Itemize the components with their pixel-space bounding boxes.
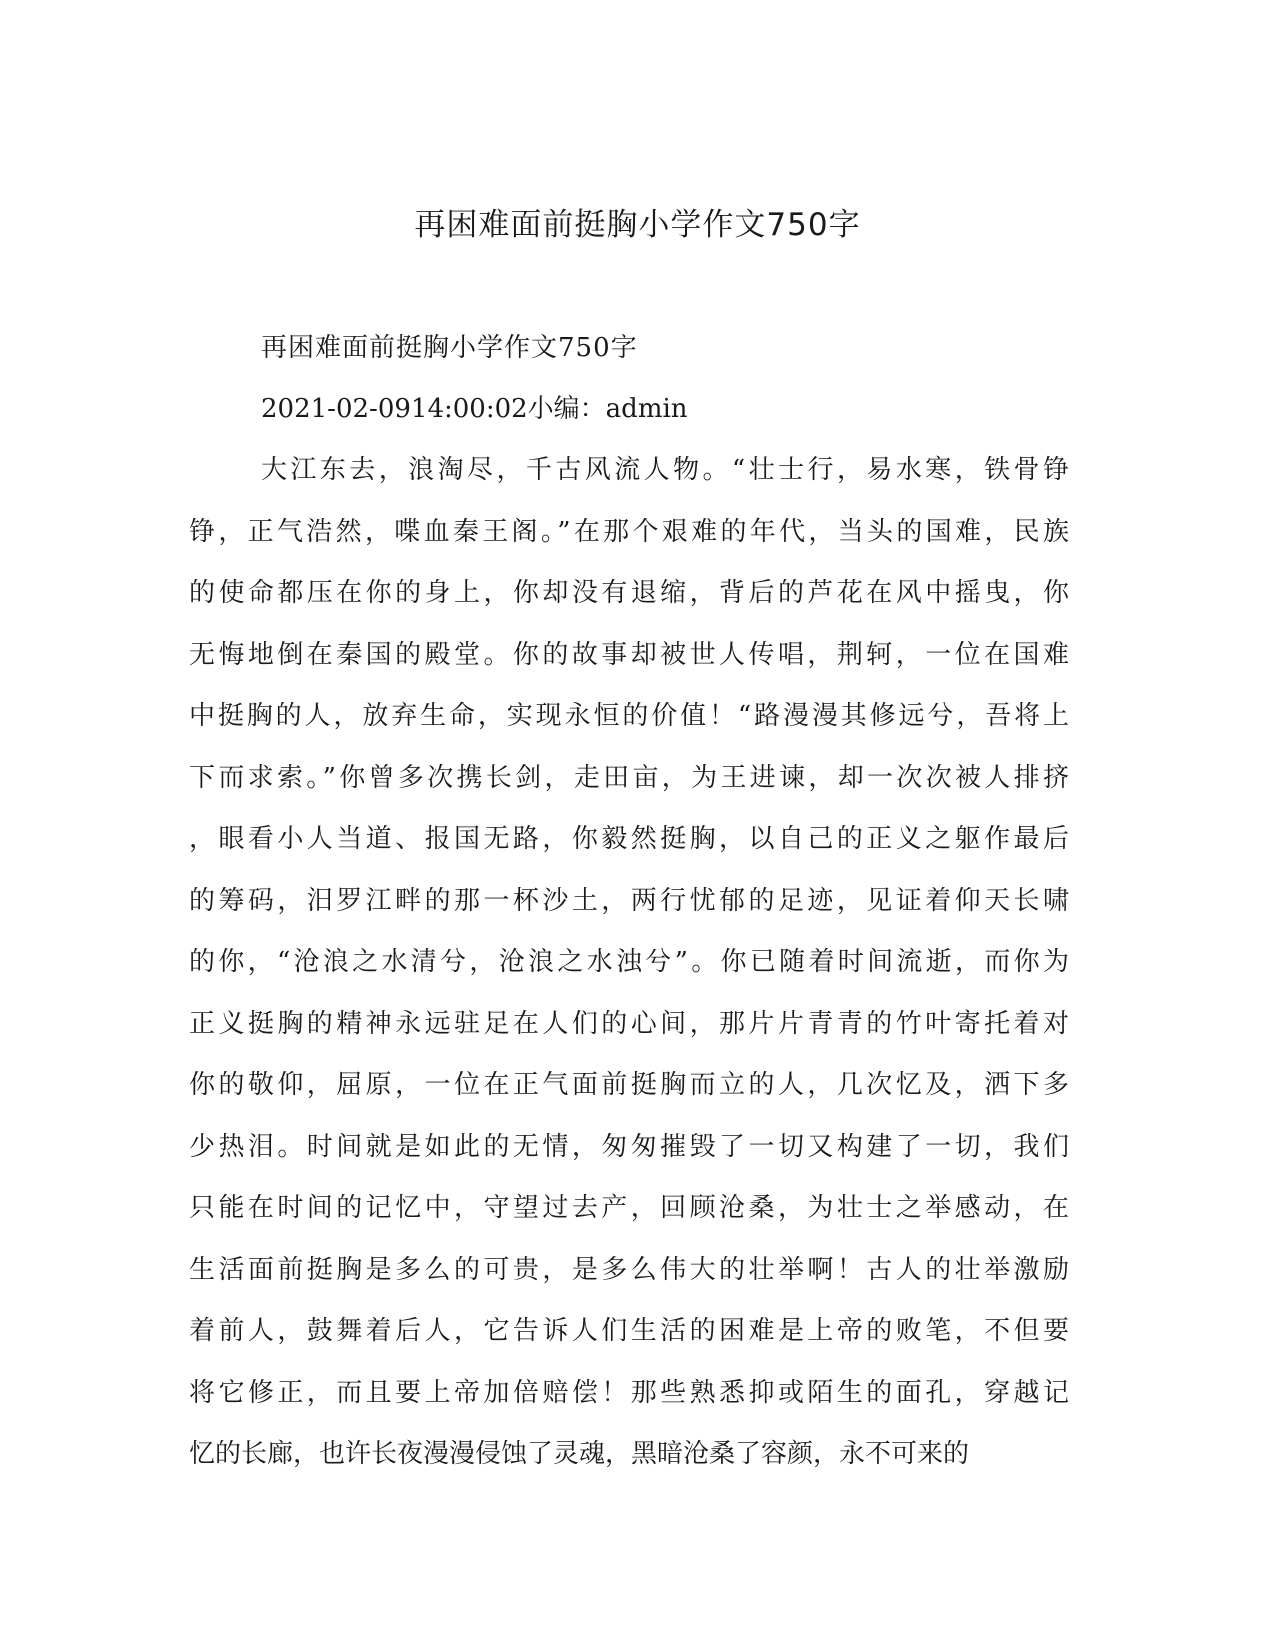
article-line: 忆的长廊，也许长夜漫漫侵蚀了灵魂，黑暗沧桑了容颜，永不可来的 (189, 1439, 970, 1469)
article-line: 着前人，鼓舞着后人，它告诉人们生活的困难是上帝的败笔，不但要 (189, 1316, 1069, 1346)
article-line: 少热泪。时间就是如此的无情，匆匆摧毁了一切又构建了一切，我们 (189, 1131, 1069, 1162)
article-line: 中挺胸的人，放弃生命，实现永恒的价值！“路漫漫其修远兮，吾将上 (189, 701, 1069, 731)
document-title: 再困难面前挺胸小学作文750字 (414, 207, 861, 243)
article-line: 的你，“沧浪之水清兮，沧浪之水浊兮”。你已随着时间流逝，而你为 (189, 947, 1069, 977)
article-line: 的筹码，汨罗江畔的那一杯沙土，两行忧郁的足迹，见证着仰天长啸 (189, 885, 1069, 916)
article-line: 大江东去，浪淘尽，千古风流人物。“壮士行，易水寒，铁骨铮 (261, 455, 1069, 485)
article-line: 的使命都压在你的身上，你却没有退缩，背后的芦花在风中摇曳，你 (189, 578, 1069, 608)
article-line: 铮，正气浩然，喋血秦王阁。”在那个艰难的年代，当头的国难，民族 (189, 516, 1069, 547)
article-line: 只能在时间的记忆中，守望过去产，回顾沧桑，为壮士之举感动，在 (189, 1193, 1069, 1223)
article-line: 生活面前挺胸是多么的可贵，是多么伟大的壮举啊！古人的壮举激励 (189, 1254, 1069, 1285)
article-line: 正义挺胸的精神永远驻足在人们的心间，那片片青青的竹叶寄托着对 (189, 1008, 1069, 1039)
article-meta: 2021-02-0914:00:02小编：admin (261, 394, 688, 424)
article-line: 无悔地倒在秦国的殿堂。你的故事却被世人传唱，荆轲，一位在国难 (189, 639, 1069, 670)
article-line: 你的敬仰，屈原，一位在正气面前挺胸而立的人，几次忆及，洒下多 (189, 1070, 1069, 1100)
article-line: 下而求索。”你曾多次携长剑，走田亩，为王进谏，却一次次被人排挤 (189, 762, 1069, 793)
article-line: 将它修正，而且要上帝加倍赔偿！那些熟悉抑或陌生的面孔，穿越记 (189, 1377, 1069, 1408)
article-subtitle: 再困难面前挺胸小学作文750字 (261, 333, 638, 363)
article-line: ，眼看小人当道、报国无路，你毅然挺胸，以自己的正义之躯作最后 (189, 824, 1069, 854)
article-body (189, 440, 1069, 1486)
